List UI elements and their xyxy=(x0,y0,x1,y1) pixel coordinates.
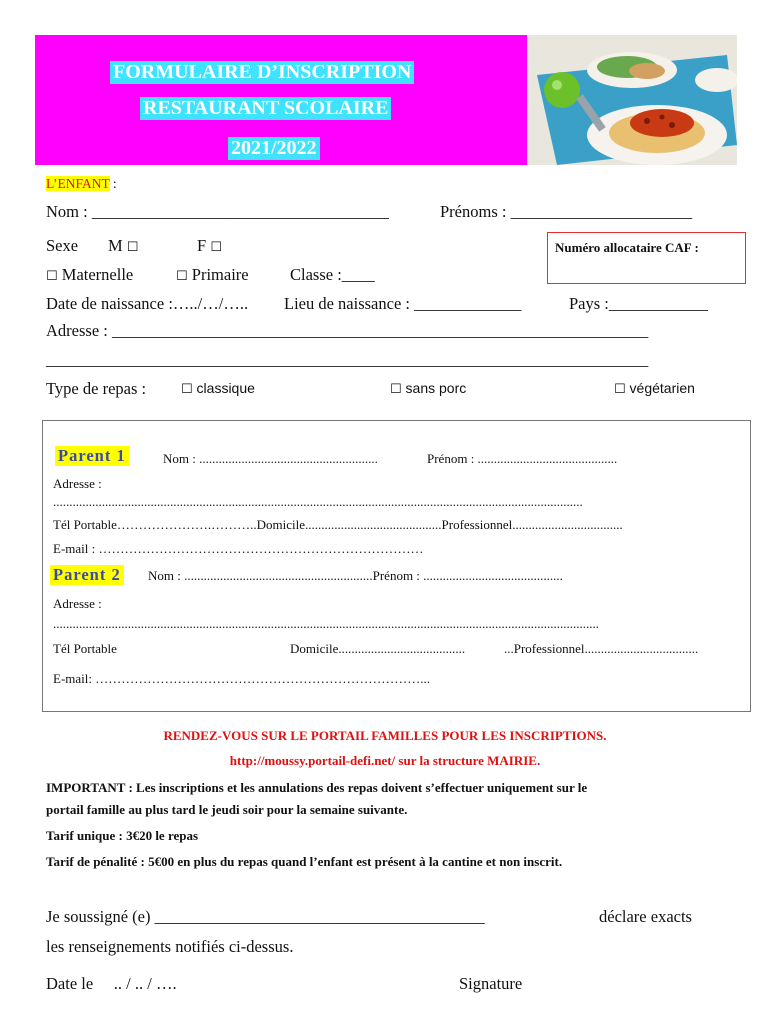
checkbox-icon[interactable]: ☐ xyxy=(210,240,222,255)
checkbox-icon[interactable]: ☐ xyxy=(176,269,188,284)
signature-label[interactable]: Signature xyxy=(459,974,523,993)
maternelle-option[interactable] xyxy=(46,265,133,285)
parent2-nom-field[interactable]: Nom : ..........................................................Prénom : ........................................... xyxy=(148,568,563,583)
tarif-penalite: Tarif de pénalité : 5€00 en plus du repas quand l’enfant est présent à la cantine et non inscrit. xyxy=(46,854,563,869)
parent1-nom-field[interactable]: Nom : ....................................................... xyxy=(163,451,378,466)
parent1-title: Parent 1 xyxy=(55,446,129,466)
renseignements-text: les renseignements notifiés ci-dessus. xyxy=(46,937,294,956)
pays-field[interactable]: Pays :____________ xyxy=(569,294,708,313)
parent2-email-field[interactable]: E-mail: …………………………………………………………………... xyxy=(53,671,430,686)
parent2-tel-label[interactable]: Tél Portable xyxy=(53,641,117,656)
sexe-m-option[interactable] xyxy=(108,236,138,256)
child-section-heading xyxy=(46,176,117,192)
parent2-title: Parent 2 xyxy=(50,565,124,585)
parent1-prenom-field[interactable]: Prénom : ........................................... xyxy=(427,451,618,466)
parent2-domicile-field[interactable]: Domicile....................................... xyxy=(290,641,466,656)
classe-field[interactable]: Classe :____ xyxy=(290,265,375,284)
repas-classique-label: classique xyxy=(196,380,255,396)
soussigne-field[interactable]: Je soussigné (e) ________________________________________ xyxy=(46,907,485,926)
parent2-adresse-field[interactable]: ........................................................................................................................................................................ xyxy=(53,616,599,631)
parent1-email-field[interactable]: E-mail : ………………………………………………………………… xyxy=(53,541,424,556)
child-section-label: L’ENFANT xyxy=(46,176,110,191)
form-title-line2: RESTAURANT SCOLAIRE xyxy=(140,97,391,120)
primaire-option[interactable] xyxy=(176,265,249,285)
important-line1: IMPORTANT : Les inscriptions et les annulations des repas doivent s’effectuer uniquement sur le xyxy=(46,780,588,795)
important-line2: portail famille au plus tard le jeudi soir pour la semaine suivante. xyxy=(46,802,408,817)
portal-url[interactable]: http://moussy.portail-defi.net/ sur la structure MAIRIE. xyxy=(229,753,541,768)
sexe-f-label: F xyxy=(197,236,207,255)
portal-notice: RENDEZ-VOUS SUR LE PORTAIL FAMILLES POUR LES INSCRIPTIONS. xyxy=(163,728,607,743)
sexe-m-label: M xyxy=(108,236,123,255)
repas-vegetarien-option[interactable] xyxy=(614,380,695,397)
checkbox-icon[interactable]: ☐ xyxy=(390,382,402,397)
type-repas-label: Type de repas : xyxy=(46,379,147,398)
parent2-professionnel-field[interactable]: ...Professionnel................................... xyxy=(504,641,699,656)
date-field[interactable]: Date le .. / .. / …. xyxy=(46,974,177,993)
adresse-field[interactable]: Adresse : _________________________________________________________________ xyxy=(46,321,649,340)
primaire-label: Primaire xyxy=(191,265,249,284)
parent2-adresse-label: Adresse : xyxy=(53,596,102,611)
sexe-f-option[interactable] xyxy=(197,236,222,256)
checkbox-icon[interactable]: ☐ xyxy=(126,240,139,255)
caf-label: Numéro allocataire CAF : xyxy=(555,240,699,255)
checkbox-icon[interactable]: ☐ xyxy=(46,269,58,284)
date-naissance-field[interactable]: Date de naissance :…../…/….. xyxy=(46,294,249,313)
checkbox-icon[interactable]: ☐ xyxy=(614,382,626,397)
child-prenoms-field[interactable]: Prénoms : ______________________ xyxy=(440,202,693,221)
sexe-label: Sexe xyxy=(46,236,79,255)
parents-box xyxy=(42,420,751,712)
lieu-naissance-field[interactable]: Lieu de naissance : _____________ xyxy=(284,294,522,313)
repas-vegetarien-label: végétarien xyxy=(629,380,695,396)
meal-tray-image xyxy=(527,35,737,165)
repas-classique-option[interactable] xyxy=(181,380,255,397)
child-nom-field[interactable]: Nom : ____________________________________ xyxy=(46,202,389,221)
maternelle-label: Maternelle xyxy=(61,265,134,284)
parent1-adresse-label: Adresse : xyxy=(53,476,102,491)
tarif-unique: Tarif unique : 3€20 le repas xyxy=(46,828,199,843)
repas-sans-porc-label: sans porc xyxy=(405,380,467,396)
form-title-year: 2021/2022 xyxy=(228,137,320,160)
child-section-colon: : xyxy=(109,176,117,191)
parent1-adresse-field[interactable]: ................................................................................................................................................................... xyxy=(53,494,583,509)
meal-photo xyxy=(527,35,737,165)
adresse-line2-field[interactable]: _________________________________________________________________________ xyxy=(46,350,649,369)
parent1-tel-field[interactable]: Tél Portable………………….………..Domicile..........................................Professionnel.................................. xyxy=(53,517,623,532)
form-title-line1: FORMULAIRE D’INSCRIPTION xyxy=(110,61,414,84)
declare-exacts: déclare exacts xyxy=(599,907,692,926)
checkbox-icon[interactable]: ☐ xyxy=(181,382,193,397)
repas-sans-porc-option[interactable] xyxy=(390,380,466,397)
